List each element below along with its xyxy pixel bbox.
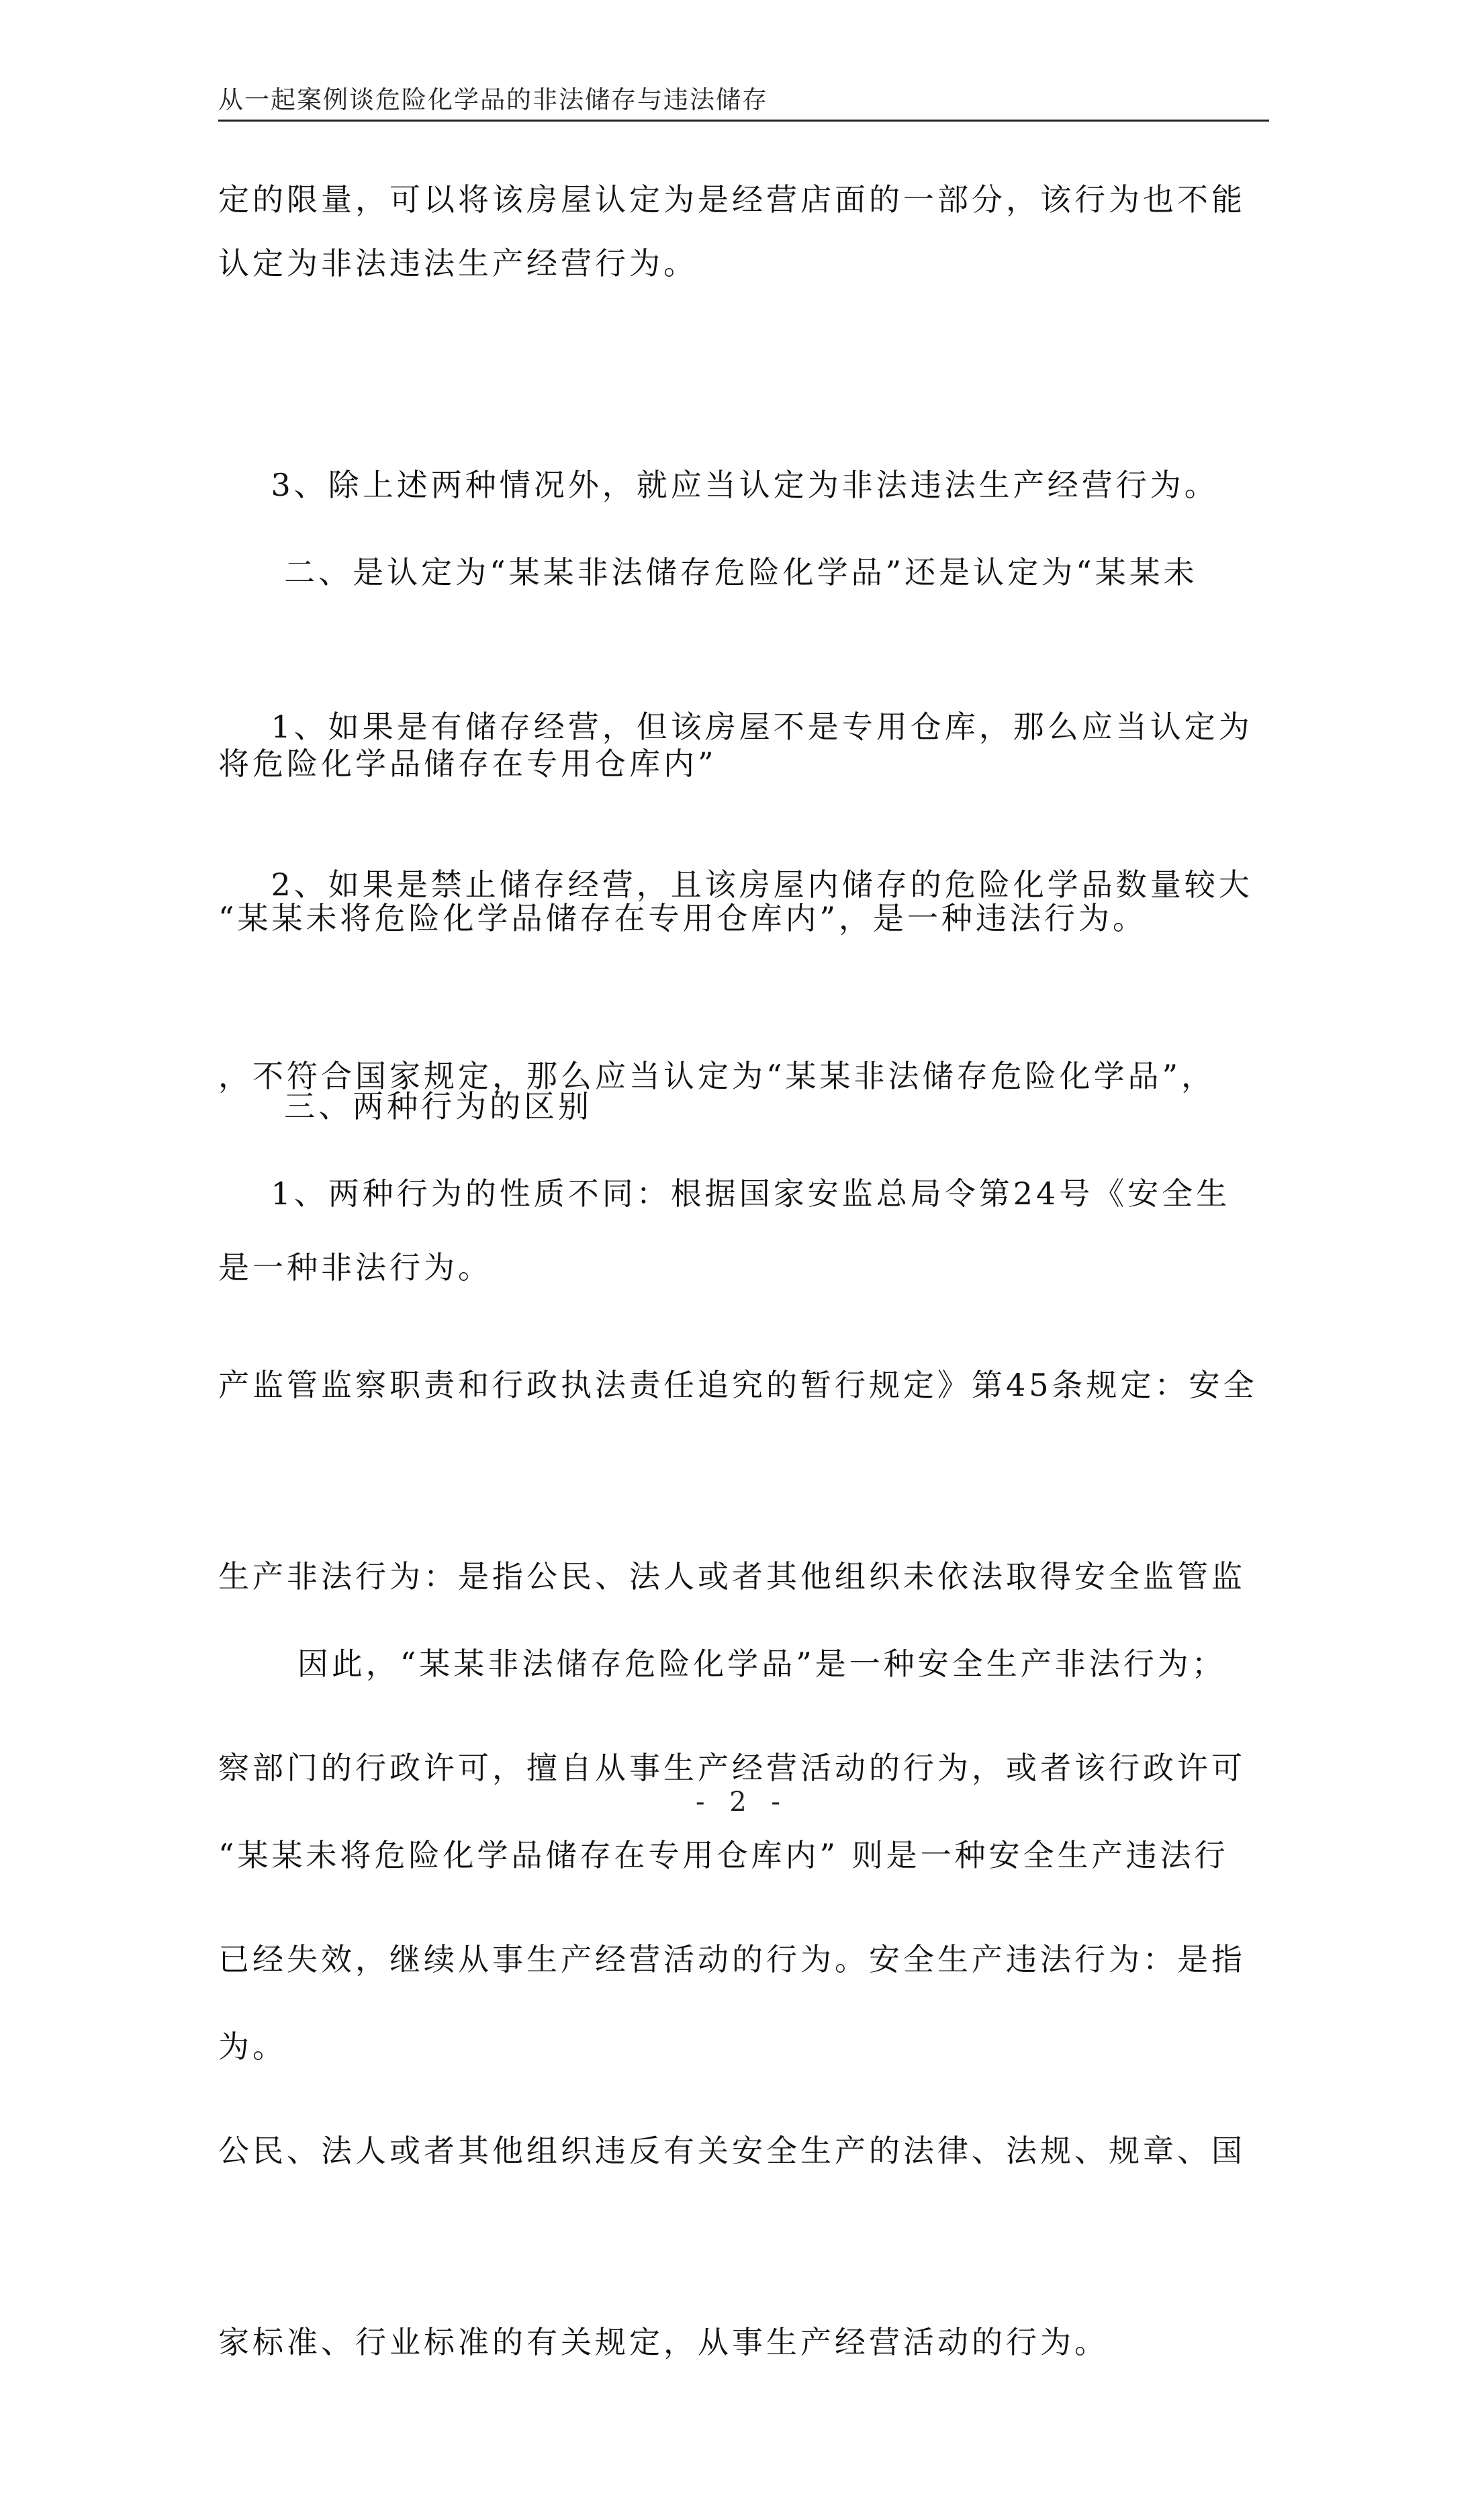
text-line: 2、如果是禁止储存经营，且该房屋内储存的危险化学品数量较大 — [218, 866, 1253, 903]
text-line: “某某未将危险化学品储存在专用仓库内” 则是一种安全生产违法行 — [218, 1837, 1229, 1873]
text-line: 察部门的行政许可，擅自从事生产经营活动的行为，或者该行政许可 — [218, 1750, 1246, 1786]
text-line: 1、如果是有储存经营，但该房屋不是专用仓库，那么应当认定为 — [218, 709, 1253, 745]
paragraph — [218, 1505, 1269, 2206]
page-number: - 2 - — [696, 1787, 788, 1818]
text-line: 已经失效，继续从事生产经营活动的行为。安全生产违法行为：是指 — [218, 1941, 1246, 1977]
text-line: 公民、法人或者其他组织违反有关安全生产的法律、法规、规章、国 — [218, 2133, 1246, 2169]
text-line: 定的限量，可以将该房屋认定为是经营店面的一部分，该行为也不能 — [218, 181, 1246, 218]
text-line: 为。 — [218, 2028, 287, 2065]
text-line: 认定为非法违法生产经营行为。 — [218, 245, 698, 281]
text-line: 家标准、行业标准的有关规定，从事生产经营活动的行为。 — [218, 2324, 1109, 2360]
text-line: 3、除上述两种情况外，就应当认定为非法违法生产经营行为。 — [218, 467, 1219, 503]
text-line: 是一种非法行为。 — [218, 1249, 492, 1286]
text-line: 将危险化学品储存在专用仓库内” — [218, 746, 717, 782]
text-line: ，不符合国家规定，那么应当认定为“某某非法储存危险化学品”， — [218, 1058, 1216, 1094]
text-line: 二、是认定为“某某非法储存危险化学品”还是认定为“某某未 — [218, 554, 1198, 590]
header-title: 从一起案例谈危险化学品的非法储存与违法储存 — [218, 85, 768, 114]
running-header — [218, 86, 1269, 122]
text-line: “某某未将危险化学品储存在专用仓库内”，是一种违法行为。 — [218, 900, 1148, 936]
text-line: 因此，“某某非法储存危险化学品”是一种安全生产非法行为； — [218, 1646, 1226, 1682]
paragraph — [218, 168, 1269, 296]
text-line: 三、两种行为的区别 — [218, 1088, 593, 1124]
text-line: 生产非法行为：是指公民、法人或者其他组织未依法取得安全监管监 — [218, 1558, 1246, 1595]
text-line: 产监管监察职责和行政执法责任追究的暂行规定》第45条规定：安全 — [218, 1367, 1258, 1403]
text-line: 1、两种行为的性质不同：根据国家安监总局令第24号《安全生 — [218, 1175, 1231, 1212]
